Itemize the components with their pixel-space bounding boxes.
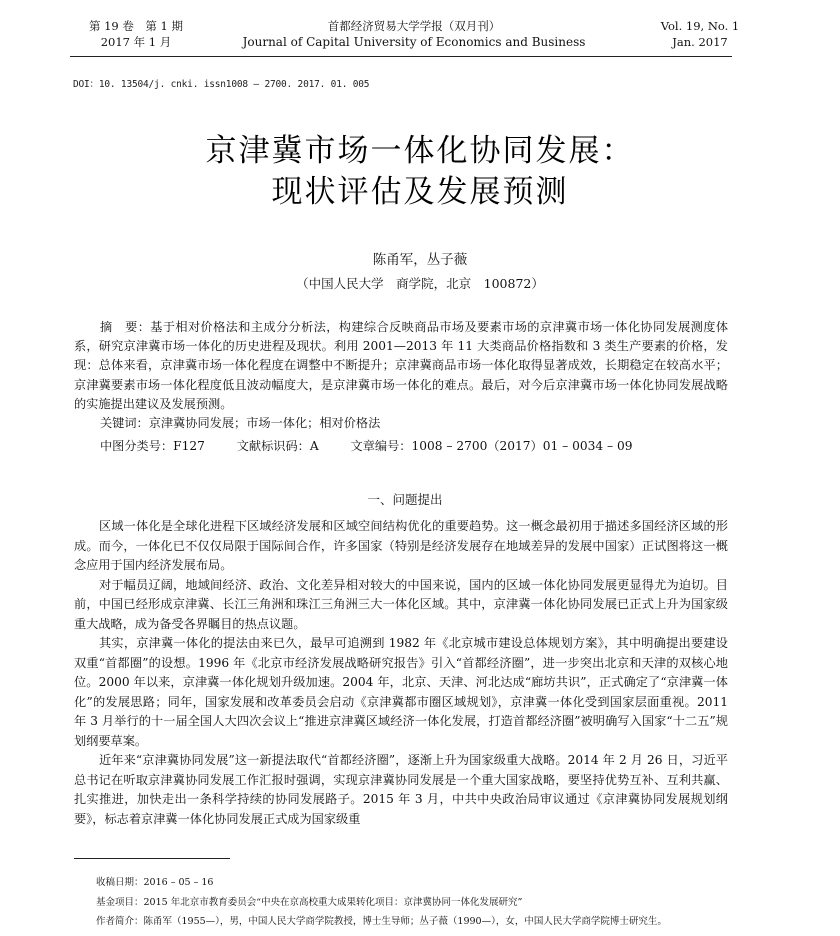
article-title [0, 131, 840, 213]
footnote-rule [74, 858, 230, 859]
date-en: Jan. 2017 [672, 35, 728, 49]
journal-name-en: Journal of Capital University of Economics and Business [242, 35, 586, 49]
paragraph: 对于幅员辽阔，地域间经济、政治、文化差异相对较大的中国来说，国内的区域一体化协同发展更显得尤为迫切。目前，中国已经形成京津冀、长江三角洲和珠江三角洲三大一体化区域。其中，京津冀一体化协同发展已正式上升为国家级重大战略，成为备受各界瞩目的热点议题。 [74, 577, 728, 631]
running-header [88, 18, 740, 58]
received-date: 收稿日期：2016 – 05 – 16 [96, 877, 214, 888]
date-cn: 2017 年 1 月 [100, 35, 172, 49]
keywords-label: 关键词： [100, 416, 149, 430]
section-heading: 一、问题提出 [367, 492, 443, 507]
title-line-2: 现状评估及发展预测 [271, 174, 569, 210]
paragraph: 其实，京津冀一体化的提法由来已久，最早可追溯到 1982 年《北京城市建设总体规划方案》，其中明确提出要建设双重“首都圈”的设想。1996 年《北京市经济发展战略研究报告》引入“首都经济圈”，进一步突出北京和天津的双核心地位。2000 年以来，京津冀一体化规划升级加速。2004 年，北京、天津、河北达成“廊坊共识”，正式确定了“京津冀一体化”的发展思路；同年，国家发展和改革委员会启动《京津冀都市圈区域规划》，京津冀一体化受到国家层面重视。2011 年 3 月举行的十一届全国人大四次会议上“推进京津冀区域经济一体化发展，打造首都经济圈”被明确写入国家“十二五”规划纲要草案。 [74, 636, 728, 748]
title-line-1: 京津冀市场一体化协同发展： [205, 133, 635, 169]
header-rule [70, 56, 732, 57]
affiliation: （中国人民大学 商学院，北京 100872） [296, 276, 544, 291]
volume-issue-cn: 第 19 卷 第 1 期 [88, 19, 184, 33]
paragraph: 近年来“京津冀协同发展”这一新提法取代“首都经济圈”，逐渐上升为国家级重大战略。2014 年 2 月 26 日，习近平总书记在听取京津冀协同发展工作汇报时强调，实现京津冀协同发展是一个重大国家战略，要坚持优势互补、互利共赢、扎实推进，加快走出一条科学持续的协同发展路子。2015 年 3 月，中共中央政治局审议通过《京津冀协同发展规划纲要》，标志着京津冀一体化协同发展正式成为国家级重 [74, 753, 728, 826]
abstract-text: 基于相对价格法和主成分分析法，构建综合反映商品市场及要素市场的京津冀市场一体化协同发展测度体系，研究京津冀市场一体化的历史进程及现状。利用 2001—2013 年 11 大类商品价格指数和 3 类生产要素的价格，发现：总体来看，京津冀市场一体化程度在调整中不断提升；京津冀商品市场一体化取得显著成效，长期稳定在较高水平；京津冀要素市场一体化程度低且波动幅度大，是京津冀市场一体化的难点。最后，对今后京津冀市场一体化协同发展战略的实施提出建议及发展预测。 [74, 320, 729, 411]
document-code: 文献标识码：A [236, 439, 319, 453]
funding-note: 基金项目：2015 年北京市教育委员会“中央在京高校重大成果转化项目：京津冀协同一体化发展研究” [96, 896, 523, 908]
journal-name [88, 18, 740, 50]
body-text [74, 517, 728, 829]
issue-info-en [660, 18, 740, 50]
journal-name-cn: 首都经济贸易大学学报（双月刊） [327, 19, 501, 33]
volume-issue-en: Vol. 19, No. 1 [660, 19, 740, 33]
abstract-label: 摘 要： [100, 320, 151, 334]
article-number: 文章编号：1008 – 2700（2017）01 – 0034 – 09 [350, 439, 633, 453]
clc-number: 中图分类号：F127 [100, 439, 205, 453]
keywords-text: 京津冀协同发展；市场一体化；相对价格法 [148, 416, 381, 430]
author-bio: 作者简介：陈甬军（1955—），男，中国人民大学商学院教授，博士生导师；丛子薇（1990—），女，中国人民大学商学院博士研究生。 [96, 916, 667, 927]
authors: 陈甬军，丛子薇 [372, 252, 468, 268]
doi: DOI：10. 13504/j. cnki. issn1008 – 2700. 2017. 01. 005 [73, 79, 370, 90]
keywords [100, 414, 728, 433]
footnotes [96, 873, 728, 932]
paragraph: 区域一体化是全球化进程下区域经济发展和区域空间结构优化的重要趋势。这一概念最初用于描述多国经济区域的形成。而今，一体化已不仅仅局限于国际间合作，许多国家（特别是经济发展存在地域差异的发展中国家）正试图将这一概念应用于国内经济发展布局。 [74, 519, 728, 572]
classification-row [100, 437, 728, 456]
abstract [74, 318, 728, 414]
